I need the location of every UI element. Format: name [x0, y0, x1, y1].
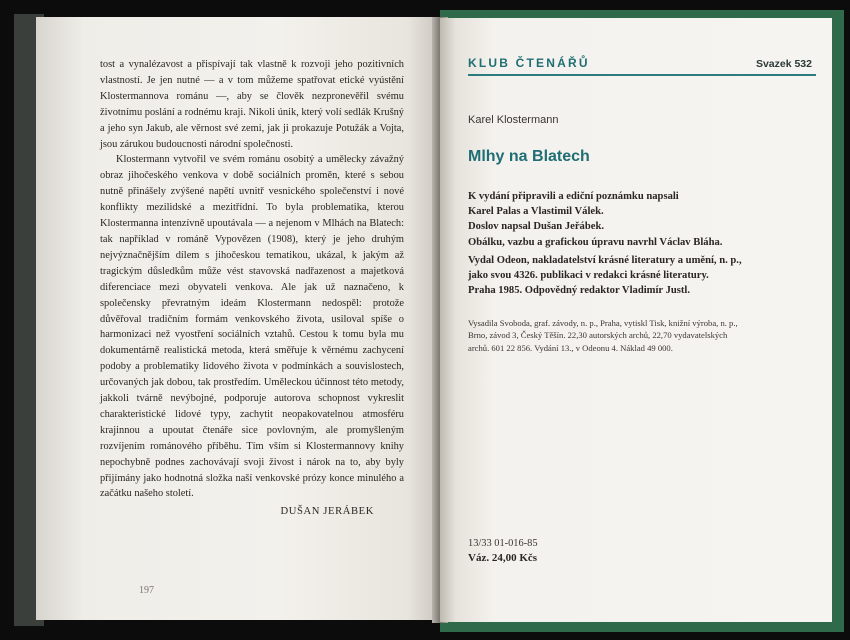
publisher-line: jako svou 4326. publikaci v redakci krásné literatury. — [468, 270, 709, 282]
afterword-signature: DUŠAN JERÁBEK — [280, 506, 374, 518]
print-line: Vysadila Svoboda, graf. závody, n. p., Praha, vytiskl Tisk, knižní výroba, n. p., — [468, 318, 738, 328]
credit-line: Obálku, vazbu a grafickou úpravu navrhl Václav Bláha. — [468, 236, 723, 248]
publisher-line: Praha 1985. Odpovědný redaktor Vladimír Justl. — [468, 285, 691, 297]
series-header — [468, 56, 812, 70]
header-rule — [468, 74, 816, 76]
left-page — [36, 17, 440, 620]
publisher-line: Vydal Odeon, nakladatelství krásné literatury a umění, n. p., — [468, 255, 742, 266]
credits-block — [468, 189, 798, 250]
catalog-code: 13/33 01-016-85 — [468, 538, 538, 549]
right-page — [440, 18, 832, 622]
price: Váz. 24,00 Kčs — [468, 552, 538, 564]
paragraph: tost a vynalézavost a přispívají tak vlastně k rozvoji jeho pozitivních vlastností. Je jen nutné — a v tom můžeme spatřovat etické vyústění Klostermannova románu —, aby se člověk nezpronevěřil svému životnímu poslání a rodnému kraji. Nikoli únik, který volí sedlák Krušný a jeho syn Jakub, ale věrnost své zemi, jak ji prokazuje Potužák a Vojta, jsou zárukou budoucnosti národní společnosti. — [100, 59, 404, 150]
credit-line: Doslov napsal Dušan Jeřábek. — [468, 221, 604, 233]
series-name: KLUB ČTENÁŘŮ — [468, 56, 590, 70]
paragraph: Klostermann vytvořil ve svém románu osobitý a umělecky závažný obraz jihočeského venkova v době sociálních proměn, které s sebou nutně přinášely zvýšené napětí uvnitř vesnického společenství i nové konflikty mezilidské a mezitřídní. To byla problematika, kterou Klostermanna intenzívně upoutávala — a nejenom v Mlhách na Blatech: tak například v románě Vypovězen (1908), který je jeho druhým nejvýznačnějším dílem s jihočeskou tematikou, ukázal, k jakým až tragickým důsledkům může vést stavovská nadřazenost a majetková diferenciace mezi obyvateli venkova. Ale jak už naznačeno, k společensky převratným ideám Klostermann nedospěl: protože důvěřoval tradičním formám venkovského života, usiloval spíše o harmonizaci než vyostření sociálních vztahů. Cestou k tomu byla mu dokumentárně realistická metoda, která směřuje k věrnému zachycení podoby a problematiky lidového života v podmínkách a souvislostech, určovaných jak dobou, tak prostředím. Uměleckou účinnost této metody, jakkoli tvárně nevýbojné, podporuje autorova schopnost vykreslit charakteristické lidové typy, zachytit neopakovatelnou atmosféru krajinnou a upoutat čtenáře sice povlovným, ale promyšleným rozvíjením románového příběhu. Tím vším si Klostermannovy knihy nepochybně podnes zachovávají svoji živost i nárok na to, aby byly přijímány jako hodnotná složka naší venkovské prózy konce minulého a začátku našeho století. — [100, 154, 404, 500]
credit-line: K vydání připravili a ediční poznámku napsali — [468, 191, 679, 202]
afterword-text — [100, 57, 404, 502]
book-author: Karel Klostermann — [468, 114, 559, 126]
volume-number: Svazek 532 — [755, 58, 812, 70]
page-number: 197 — [139, 585, 154, 596]
print-line: archů. 601 22 856. Vydání 13., v Odeonu 4. Náklad 49 000. — [468, 342, 673, 353]
credit-line: Karel Palas a Vlastimil Válek. — [468, 206, 604, 218]
publisher-block — [468, 253, 798, 299]
book-title: Mlhy na Blatech — [468, 148, 590, 165]
printing-info — [468, 317, 798, 354]
print-line: Brno, závod 3, Český Těšín. 22,30 autorských archů, 22,70 vydavatelských — [468, 330, 728, 341]
